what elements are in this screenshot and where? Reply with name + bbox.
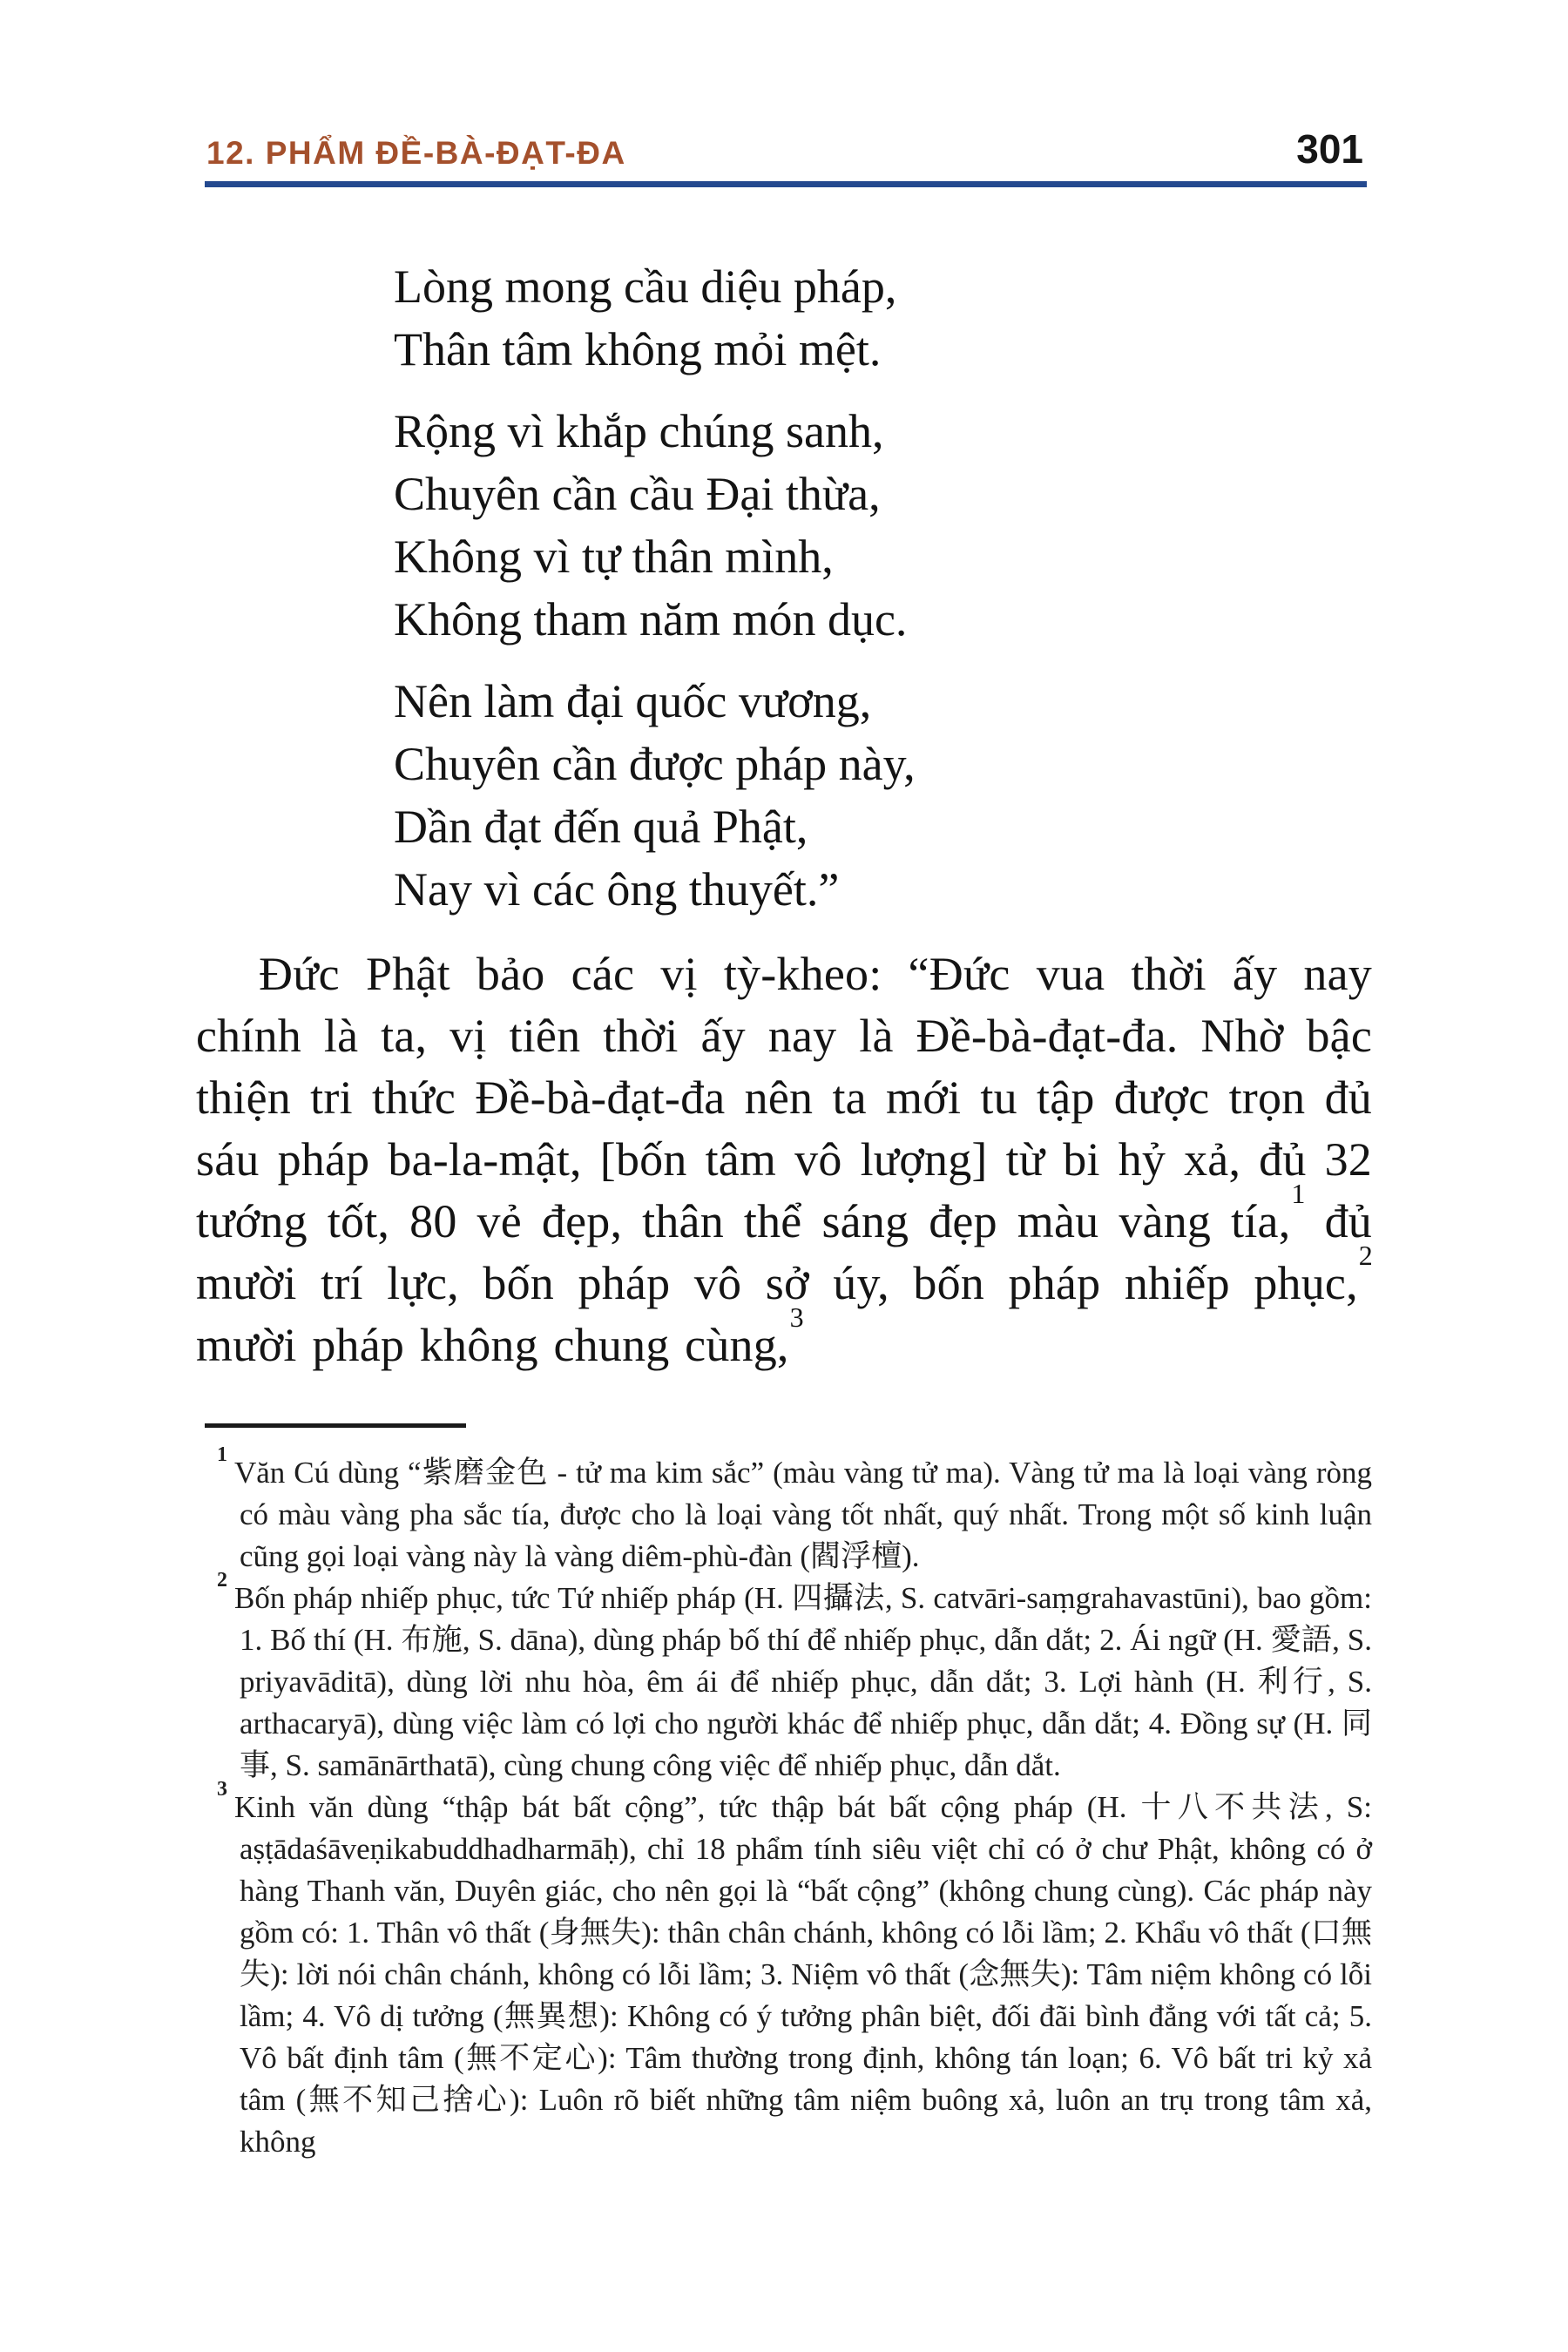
footnote-separator-rule	[205, 1423, 466, 1428]
footnote-text: Bốn pháp nhiếp phục, tức Tứ nhiếp pháp (H. 四攝法, S. catvāri-saṃgrahavastūni), bao gồm: 1. Bố thí (H. 布施, S. dāna), dùng pháp bố thí để nhiếp phục, dẫn dắt; 2. Ái ngữ (H. 愛語, S. priyavāditā), dùng lời nhu hòa, êm ái để nhiếp phục, dẫn dắt; 3. Lợi hành (H. 利行, S. arthacaryā), dùng việc làm có lợi cho người khác để nhiếp phục, dẫn dắt; 4. Đồng sự (H. 同事, S. samānārthatā), cùng chung công việc để nhiếp phục, dẫn dắt.	[234, 1581, 1372, 1782]
verse-block	[394, 255, 1372, 921]
verse-line: Không vì tự thân mình,	[394, 531, 834, 583]
verse-stanza	[394, 670, 1372, 921]
verse-stanza	[394, 400, 1372, 651]
page-number: 301	[1296, 126, 1363, 172]
verse-line: Rộng vì khắp chúng sanh,	[394, 405, 884, 457]
footnote-ref-2: 2	[1358, 1240, 1373, 1271]
paragraph-text: đủ mười trí lực, bốn pháp vô sở úy, bốn pháp nhiếp phục,	[196, 1195, 1373, 1309]
verse-line: Dần đạt đến quả Phật,	[394, 801, 808, 853]
verse-line: Nên làm đại quốc vương,	[394, 675, 872, 727]
verse-line: Chuyên cần cầu Đại thừa,	[394, 468, 881, 520]
footnote-2	[206, 1569, 1372, 1787]
verse-line: Thân tâm không mỏi mệt.	[394, 323, 882, 375]
footnote-marker: 3	[217, 1778, 227, 1801]
footnote-ref-3: 3	[789, 1301, 804, 1333]
footnote-3	[206, 1778, 1372, 2163]
paragraph-text: mười pháp không chung cùng,	[196, 1319, 789, 1371]
verse-stanza	[394, 255, 1372, 381]
verse-line: Không tham năm món dục.	[394, 593, 908, 645]
footnote-marker: 1	[217, 1443, 227, 1467]
footnotes-section	[196, 1443, 1372, 2163]
footnote-ref-1: 1	[1291, 1178, 1306, 1209]
footnote-text: Kinh văn dùng “thập bát bất cộng”, tức thập bát bất cộng pháp (H. 十八不共法, S: aṣṭādaśāveṇikabuddhadharmāḥ), chỉ 18 phẩm tính siêu việt chỉ có ở chư Phật, không có ở hàng Thanh văn, Duyên giác, cho nên gọi là “bất cộng” (không chung cùng). Các pháp này gồm có: 1. Thân vô thất (身無失): thân chân chánh, không có lỗi lầm; 2. Khẩu vô thất (口無失): lời nói chân chánh, không có lỗi lầm; 3. Niệm vô thất (念無失): Tâm niệm không có lỗi lầm; 4. Vô dị tưởng (無異想): Không có ý tưởng phân biệt, đối đãi bình đẳng với tất cả; 5. Vô bất định tâm (無不定心): Tâm thường trong định, không tán loạn; 6. Vô bất tri kỷ xả tâm (無不知己捨心): Luôn rõ biết những tâm niệm buông xả, luôn an trụ trong tâm xả, không	[234, 1790, 1372, 2159]
verse-line: Nay vì các ông thuyết.”	[394, 863, 840, 916]
verse-line: Chuyên cần được pháp này,	[394, 738, 916, 790]
footnote-text: Văn Cú dùng “紫磨金色 - tử ma kim sắc” (màu vàng tử ma). Vàng tử ma là loại vàng ròng có màu vàng pha sắc tía, được cho là loại vàng tốt nhất, quý nhất. Trong một số kinh luận cũng gọi loại vàng này là vàng diêm-phù-đàn (閻浮檀).	[234, 1456, 1372, 1573]
running-header	[196, 126, 1372, 172]
paragraph-text: Đức Phật bảo các vị tỳ-kheo: “Đức vua thời ấy nay chính là ta, vị tiên thời ấy nay là Đề-bà-đạt-đa. Nhờ bậc thiện tri thức Đề-bà-đạt-đa nên ta mới tu tập được trọn đủ sáu pháp ba-la-mật, [bốn tâm vô lượng] từ bi hỷ xả, đủ 32 tướng tốt, 80 vẻ đẹp, thân thể sáng đẹp màu vàng tía,	[196, 948, 1372, 1247]
footnote-marker: 2	[217, 1569, 227, 1592]
chapter-title: 12. PHẨM ĐỀ-BÀ-ĐẠT-ĐA	[206, 135, 626, 171]
footnote-1	[206, 1443, 1372, 1578]
header-rule	[205, 181, 1367, 187]
body-paragraph	[196, 943, 1372, 1376]
verse-line: Lòng mong cầu diệu pháp,	[394, 260, 897, 313]
